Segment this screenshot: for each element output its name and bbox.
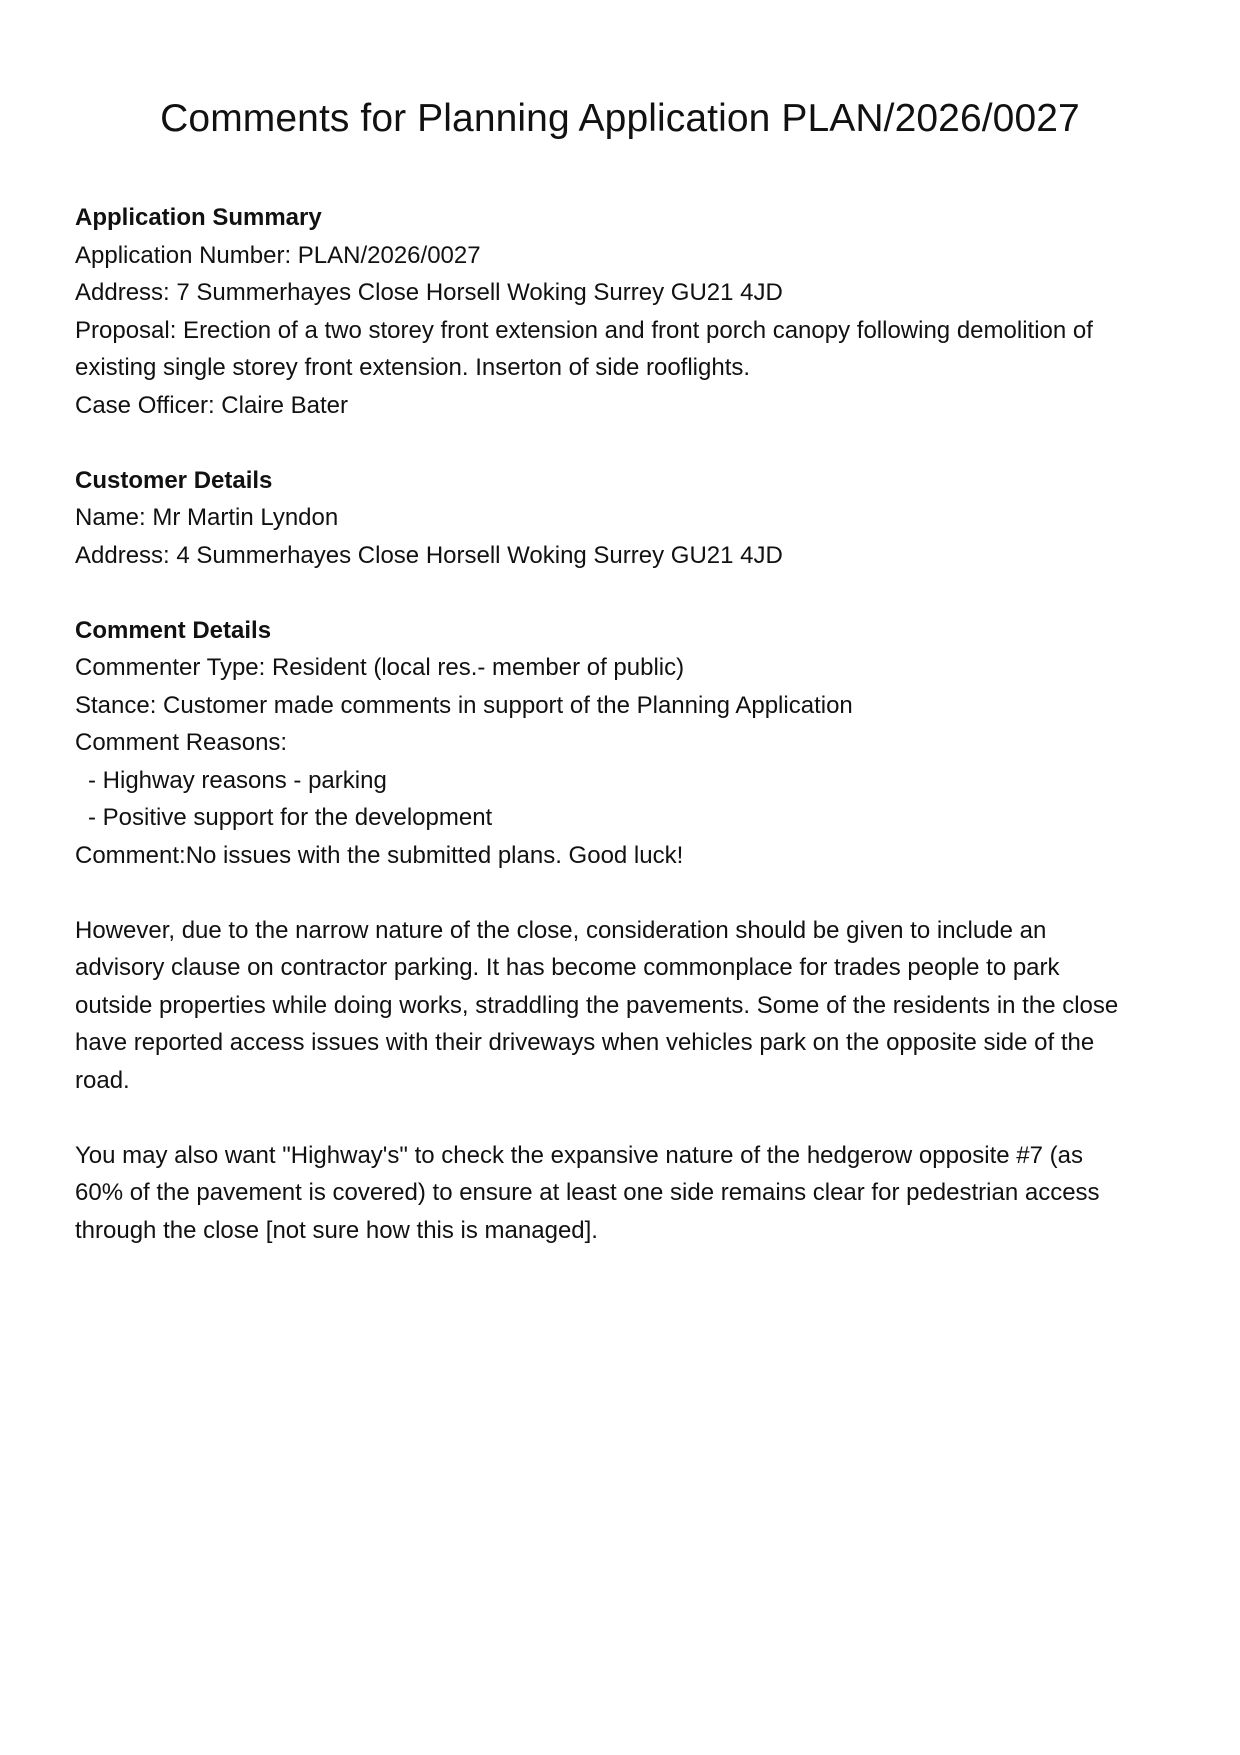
comment-paragraph-line: road. — [75, 1066, 130, 1094]
customer-name: Name: Mr Martin Lyndon — [75, 504, 339, 531]
comment-paragraph-line: outside properties while doing works, straddling the pavements. Some of the residents in the close — [75, 991, 1119, 1019]
application-summary-section — [75, 199, 1175, 424]
paragraph-spacer — [75, 1099, 1175, 1137]
comment-paragraph-2 — [75, 1137, 1175, 1250]
case-officer: Case Officer: Claire Bater — [75, 391, 348, 419]
document-body — [75, 199, 1175, 1249]
comment-paragraph-line: You may also want "Highway's" to check the expansive nature of the hedgerow opposite #7 (as — [75, 1141, 1083, 1169]
comment-paragraph-line: through the close [not sure how this is managed]. — [75, 1216, 598, 1244]
comment-first-line: Comment:No issues with the submitted plans. Good luck! — [75, 841, 684, 869]
stance: Stance: Customer made comments in support of the Planning Application — [75, 691, 853, 719]
application-summary-heading: Application Summary — [75, 204, 322, 231]
comment-reasons-label: Comment Reasons: — [75, 729, 288, 756]
commenter-type: Commenter Type: Resident (local res.- member of public) — [75, 654, 685, 681]
section-spacer — [75, 424, 1175, 462]
comment-reason-item: - Highway reasons - parking — [88, 766, 387, 794]
application-number: Application Number: PLAN/2026/0027 — [75, 241, 481, 269]
comment-paragraph-line: 60% of the pavement is covered) to ensure at least one side remains clear for pedestrian access — [75, 1179, 1100, 1206]
comment-paragraph-line: However, due to the narrow nature of the close, consideration should be given to include an — [75, 916, 1047, 944]
section-spacer — [75, 574, 1175, 612]
comment-details-section — [75, 612, 1175, 1250]
proposal-line-1: Proposal: Erection of a two storey front extension and front porch canopy following demolition of — [75, 316, 1093, 344]
comment-paragraph-line: have reported access issues with their driveways when vehicles park on the opposite side of the — [75, 1029, 1095, 1056]
application-address: Address: 7 Summerhayes Close Horsell Woking Surrey GU21 4JD — [75, 279, 783, 306]
paragraph-spacer — [75, 874, 1175, 912]
comment-paragraph-1 — [75, 912, 1175, 1100]
customer-address: Address: 4 Summerhayes Close Horsell Woking Surrey GU21 4JD — [75, 541, 783, 569]
comment-reason-item: - Positive support for the development — [88, 804, 493, 831]
proposal-line-2: existing single storey front extension. Inserton of side rooflights. — [75, 354, 751, 381]
customer-details-heading: Customer Details — [75, 466, 273, 494]
customer-details-section — [75, 462, 1175, 575]
document-title: Comments for Planning Application PLAN/2026/0027 — [160, 97, 1080, 140]
comment-details-heading: Comment Details — [75, 616, 272, 644]
comment-paragraph-line: advisory clause on contractor parking. It has become commonplace for trades people to park — [75, 954, 1060, 981]
